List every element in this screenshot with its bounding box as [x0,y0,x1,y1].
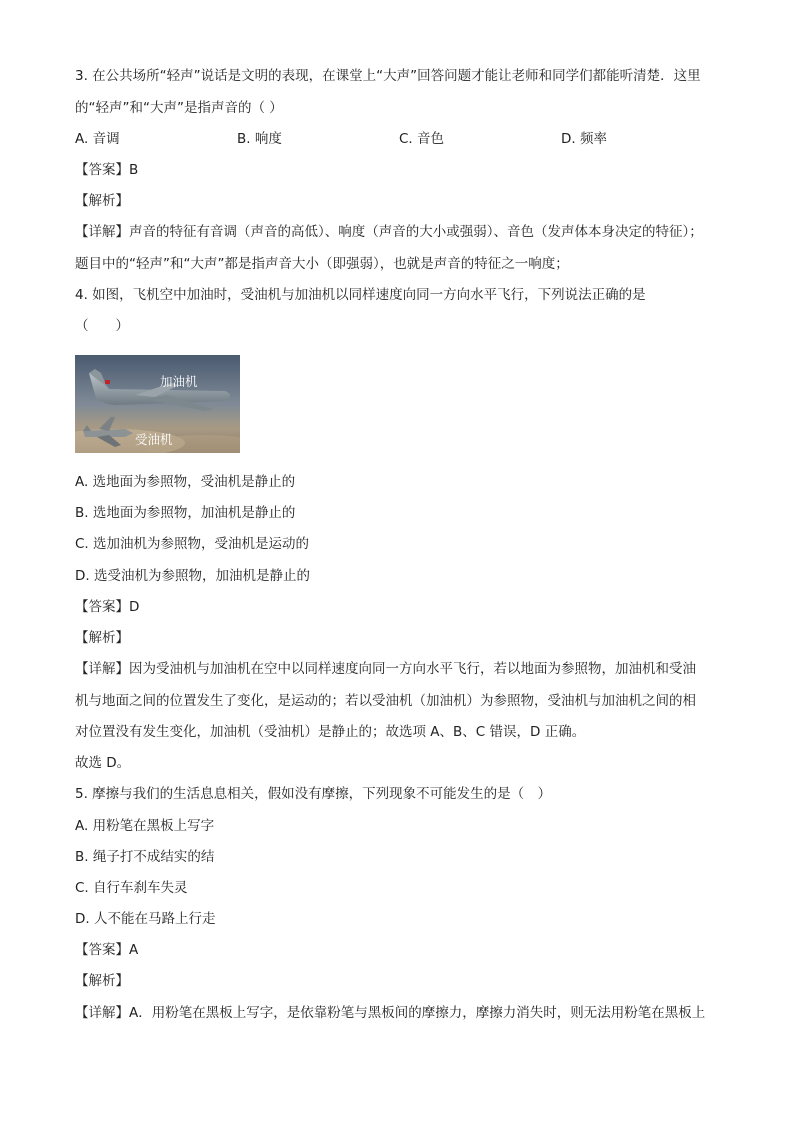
q5-option-a: A. 用粉笔在黑板上写字 [75,818,215,834]
q3-options [75,129,715,149]
q4-detail-line1: 【详解】因为受油机与加油机在空中以同样速度向同一方向水平飞行，若以地面为参照物，加油机和受油 [75,661,696,677]
q4-answer: 【答案】D [75,599,140,615]
q4-option-b: B. 选地面为参照物，加油机是静止的 [75,505,296,521]
q3-stem-line1: 3. 在公共场所“轻声”说话是文明的表现，在课堂上“大声”回答问题才能让老师和同学们都能听清楚．这里 [75,68,701,84]
q3-stem-line2: 的“轻声”和“大声”是指声音的（ ） [75,100,283,116]
q3-detail-line2: 题目中的“轻声”和“大声”都是指声音大小（即强弱），也就是声音的特征之一响度； [75,256,569,272]
q4-stem-line2: （ ） [75,318,129,334]
q3-option-d: D. 频率 [561,131,607,147]
label-tanker: 加油机 [160,374,198,389]
q5-analysis: 【解析】 [75,973,129,989]
q5-answer: 【答案】A [75,942,139,958]
q4-detail-line3: 对位置没有发生变化，加油机（受油机）是静止的；故选项 A、B、C 错误，D 正确。 [75,724,586,740]
q5-stem-line1: 5. 摩擦与我们的生活息息相关，假如没有摩擦，下列现象不可能发生的是（ ） [75,786,552,802]
q5-option-c: C. 自行车刹车失灵 [75,880,188,896]
q5-detail-line1: 【详解】A．用粉笔在黑板上写字，是依靠粉笔与黑板间的摩擦力，摩擦力消失时，则无法用粉笔在黑板上 [75,1005,706,1021]
q5-option-d: D. 人不能在马路上行走 [75,911,216,927]
q4-detail-line4: 故选 D。 [75,755,131,771]
q3-option-a: A. 音调 [75,131,120,147]
q3-option-c: C. 音色 [399,131,445,147]
q4-option-c: C. 选加油机为参照物，受油机是运动的 [75,536,310,552]
label-receiver: 受油机 [135,432,173,447]
q4-option-d: D. 选受油机为参照物，加油机是静止的 [75,568,310,584]
refueling-figure [75,355,240,453]
q5-option-b: B. 绳子打不成结实的结 [75,849,215,865]
q3-answer: 【答案】B [75,162,139,178]
q3-detail-line1: 【详解】声音的特征有音调（声音的高低）、响度（声音的大小或强弱）、音色（发声体本身决定的特征）； [75,224,703,240]
q4-analysis: 【解析】 [75,630,129,646]
q3-option-b: B. 响度 [237,131,282,147]
q4-stem-line1: 4. 如图，飞机空中加油时，受油机与加油机以同样速度向同一方向水平飞行，下列说法正确的是 [75,287,646,303]
q3-analysis: 【解析】 [75,193,129,209]
q4-option-a: A. 选地面为参照物，受油机是静止的 [75,474,296,490]
q4-detail-line2: 机与地面之间的位置发生了变化，是运动的；若以受油机（加油机）为参照物，受油机与加油机之间的相 [75,693,696,709]
